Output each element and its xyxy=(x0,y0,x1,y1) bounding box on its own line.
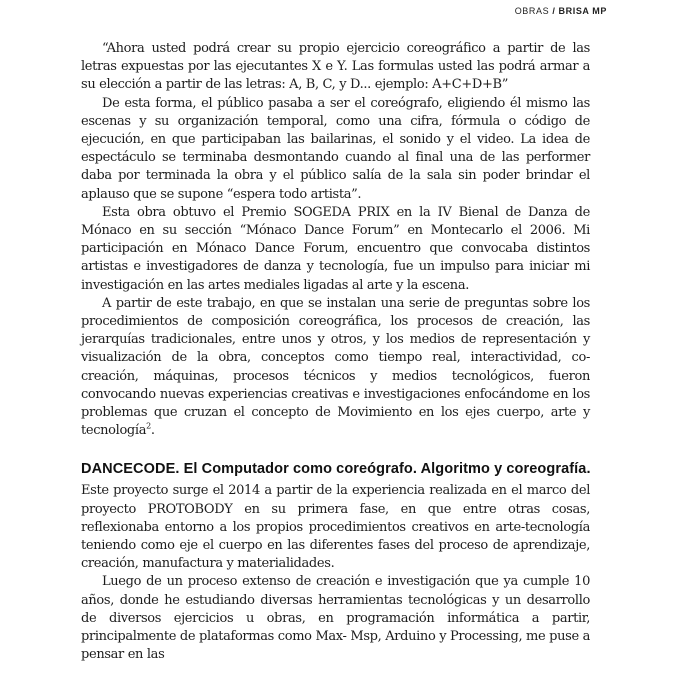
paragraph-concepts-text: A partir de este trabajo, en que se instalan una serie de preguntas sobre los procedimientos de composición coreográfica, los procesos de creación, las jerarquías tradicionales, entre unos y otros, y los medios de representación y visualización de la obra, conceptos como tiempo real, interactividad, co-creación, máquinas, procesos técnicos y medios tecnológicos, fueron convocando nuevas experiencias creativas e investigaciones enfocándome en los problemas que cruzan el concepto de Movimiento en los ejes cuerpo, arte y tecnología xyxy=(81,295,590,439)
page-body xyxy=(81,40,590,665)
footnote-reference[interactable]: 2 xyxy=(146,421,151,431)
paragraph-public-choreographer: De esta forma, el público pasaba a ser el coreógrafo, eligiendo él mismo las escenas y su organización temporal, como una cifra, fórmula o código de ejecución, en que participaban las bailarinas, el sonido y el video. La idea de espectáculo se terminaba desmontando cuando al final una de las performer daba por terminada la obra y el público salía de la sala sin poder brindar el aplauso que se supone “espera todo artista”. xyxy=(81,95,590,202)
paragraph-research-process: Luego de un proceso extenso de creación e investigación que ya cumple 10 años, donde he estudiando diversas herramientas tecnológicas y un desarrollo de diversos ejercicios u obras, en programación informática a partir, principalmente de plataformas como Max- Msp, Arduino y Processing, me puse a pensar en las xyxy=(81,574,590,663)
header-separator: / xyxy=(552,6,556,16)
header-author: BRISA MP xyxy=(558,6,607,16)
paragraph-concepts xyxy=(81,295,590,441)
paragraph-quote: “Ahora usted podrá crear su propio ejercicio coreográfico a partir de las letras expuestas por las ejecutantes X e Y. Las formulas usted las podrá armar a su elección a partir de las letras: A, B, C, y D... ejemplo: A+C+D+B” xyxy=(81,41,590,93)
paragraph-project-origin: Este proyecto surge el 2014 a partir de la experiencia realizada en el marco del proyecto PROTOBODY en su primera fase, en que entre otras cosas, reflexionaba entorno a los propios procedimientos creativos en arte-tecnología teniendo como eje el cuerpo en las diferentes fases del proceso de aprendizaje, creación, manufactura y materialidades. xyxy=(81,483,590,572)
paragraph-concepts-end: . xyxy=(150,423,155,439)
paragraph-award: Esta obra obtuvo el Premio SOGEDA PRIX en la IV Bienal de Danza de Mónaco en su sección “Mónaco Dance Forum” en Montecarlo el 2006. Mi participación en Mónaco Dance Forum, encuentro que convocaba distintos artistas e investigadores de danza y tecnología, fue un impulso para iniciar mi investigación en las artes mediales ligadas al arte y la escena. xyxy=(81,204,590,293)
header-section: OBRAS xyxy=(514,6,550,16)
section-heading: DANCECODE. El Computador como coreógrafo. Algoritmo y coreografía. xyxy=(81,461,591,478)
running-header xyxy=(515,6,607,16)
